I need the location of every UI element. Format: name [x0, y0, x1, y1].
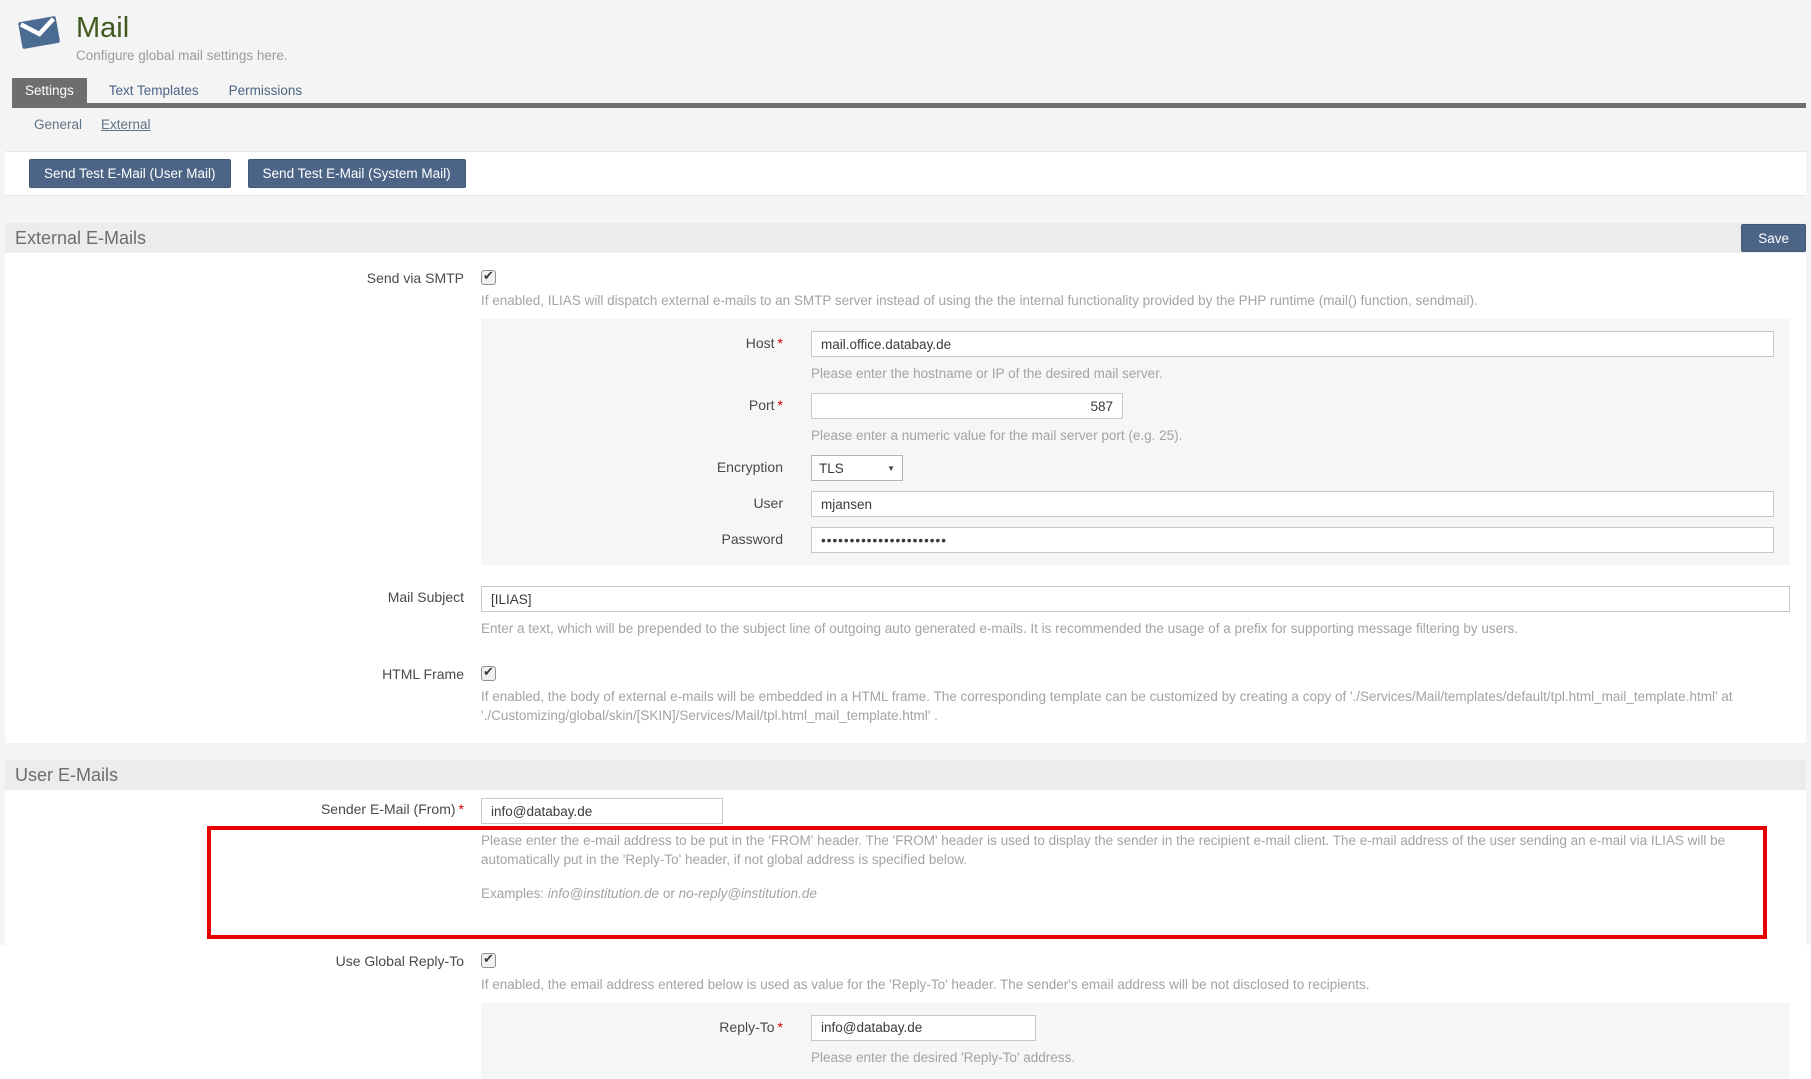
- use-global-reply-to-label: Use Global Reply-To: [335, 953, 464, 970]
- port-row: [497, 393, 1774, 445]
- password-label: Password: [721, 531, 783, 548]
- user-emails-form: [5, 790, 1806, 1065]
- html-frame-help: If enabled, the body of external e-mails will be embedded in a HTML frame. The corresponding template can be customized by creating a copy of './Services/Mail/templates/default/tpl.html_mail_template.html' at './Customizing/global/skin/[SKIN]/Services/Mail/tpl.html_mail_template.html' .: [481, 689, 1733, 724]
- sender-email-help: Please enter the e-mail address to be put in the 'FROM' header. The 'FROM' header is used to display the sender in the recipient e-mail client. The e-mail address of the user sending an e-mail via ILIAS will be automatically put in the 'Reply-To' header, if not global address is specified below.: [481, 833, 1726, 868]
- html-frame-label: HTML Frame: [382, 666, 464, 683]
- required-marker: *: [777, 1018, 783, 1035]
- external-emails-section: [5, 223, 1806, 743]
- subtab-external[interactable]: External: [101, 117, 151, 132]
- reply-to-label: Reply-To *: [719, 1018, 783, 1035]
- password-input[interactable]: [811, 527, 1774, 553]
- port-help: Please enter a numeric value for the mail server port (e.g. 25).: [811, 428, 1183, 444]
- title-block: [76, 10, 288, 78]
- use-global-reply-to-help: If enabled, the email address entered below is used as value for the 'Reply-To' header. The sender's email address will be not disclosed to recipients.: [481, 976, 1370, 992]
- sender-email-input[interactable]: [481, 798, 723, 824]
- send-via-smtp-checkbox[interactable]: [481, 270, 496, 285]
- host-input[interactable]: [811, 331, 1774, 357]
- host-row: [497, 331, 1774, 383]
- external-emails-form: [5, 253, 1806, 743]
- encryption-selected-value: TLS: [819, 460, 844, 476]
- user-emails-section-title: User E-Mails: [15, 764, 119, 785]
- sender-email-examples: Examples: info@institution.de or no-reply@institution.de: [481, 886, 817, 902]
- checkmark-icon: ✔: [483, 951, 494, 967]
- external-emails-section-header: [5, 223, 1806, 253]
- encryption-select[interactable]: [811, 455, 903, 481]
- send-test-user-mail-button[interactable]: Send Test E-Mail (User Mail): [29, 159, 231, 188]
- smtp-subform: [481, 319, 1790, 565]
- user-row: [497, 491, 1774, 517]
- encryption-label: Encryption: [716, 459, 783, 476]
- mail-subject-label: Mail Subject: [387, 589, 464, 606]
- sender-email-label: Sender E-Mail (From) *: [320, 801, 464, 818]
- send-via-smtp-help: If enabled, ILIAS will dispatch external e-mails to an SMTP server instead of using the the internal functionality provided by the PHP runtime (mail() function, sendmail).: [481, 293, 1478, 309]
- send-via-smtp-label: Send via SMTP: [366, 270, 464, 286]
- use-global-reply-to-checkbox[interactable]: [481, 953, 496, 968]
- send-test-system-mail-button[interactable]: Send Test E-Mail (System Mail): [248, 159, 466, 188]
- mail-subject-row: [5, 586, 1790, 638]
- checkmark-icon: ✔: [483, 664, 494, 680]
- mail-subject-help: Enter a text, which will be prepended to the subject line of outgoing auto generated e-mails. It is recommended the usage of a prefix for supporting message filtering by users.: [481, 621, 1519, 637]
- reply-to-input[interactable]: [811, 1015, 1036, 1041]
- checkmark-icon: ✔: [483, 268, 494, 283]
- html-frame-row: [5, 663, 1790, 725]
- html-frame-checkbox[interactable]: [481, 666, 496, 681]
- subtab-bar: [34, 117, 1806, 132]
- mail-envelope-icon: [16, 10, 62, 54]
- tab-text-templates[interactable]: Text Templates: [108, 83, 199, 98]
- tab-underline-bar: [12, 103, 1806, 108]
- required-marker: *: [777, 335, 783, 352]
- external-emails-section-title: External E-Mails: [15, 227, 147, 248]
- encryption-row: [497, 455, 1774, 481]
- user-emails-section: [5, 760, 1806, 1065]
- page-title: Mail: [76, 12, 130, 44]
- subtab-general[interactable]: General: [34, 117, 83, 132]
- required-marker: *: [458, 801, 464, 818]
- port-label: Port *: [748, 397, 783, 414]
- reply-to-row: [497, 1015, 1774, 1067]
- port-input[interactable]: [811, 393, 1123, 419]
- toolbar: [5, 151, 1806, 196]
- tab-bar: [12, 78, 1806, 132]
- host-help: Please enter the hostname or IP of the desired mail server.: [811, 366, 1163, 382]
- user-input[interactable]: [811, 491, 1774, 517]
- chevron-down-icon: ▼: [887, 463, 895, 473]
- mail-subject-input[interactable]: [481, 586, 1790, 612]
- send-via-smtp-row: [5, 267, 1790, 565]
- save-button[interactable]: Save: [1741, 224, 1806, 252]
- required-marker: *: [777, 397, 783, 414]
- sender-email-row: [5, 798, 1790, 938]
- use-global-reply-to-row: [5, 950, 1790, 1078]
- reply-to-help: Please enter the desired 'Reply-To' address.: [811, 1049, 1076, 1065]
- user-emails-section-header: [5, 760, 1806, 790]
- host-label: Host *: [745, 335, 783, 352]
- password-row: [497, 527, 1774, 553]
- tab-settings[interactable]: Settings: [12, 78, 87, 103]
- main-content: [5, 151, 1806, 1065]
- page-subtitle: Configure global mail settings here.: [76, 48, 288, 63]
- user-label: User: [753, 495, 783, 512]
- tab-permissions[interactable]: Permissions: [228, 83, 303, 98]
- page-header: [0, 0, 1811, 78]
- reply-to-subform: [481, 1003, 1790, 1079]
